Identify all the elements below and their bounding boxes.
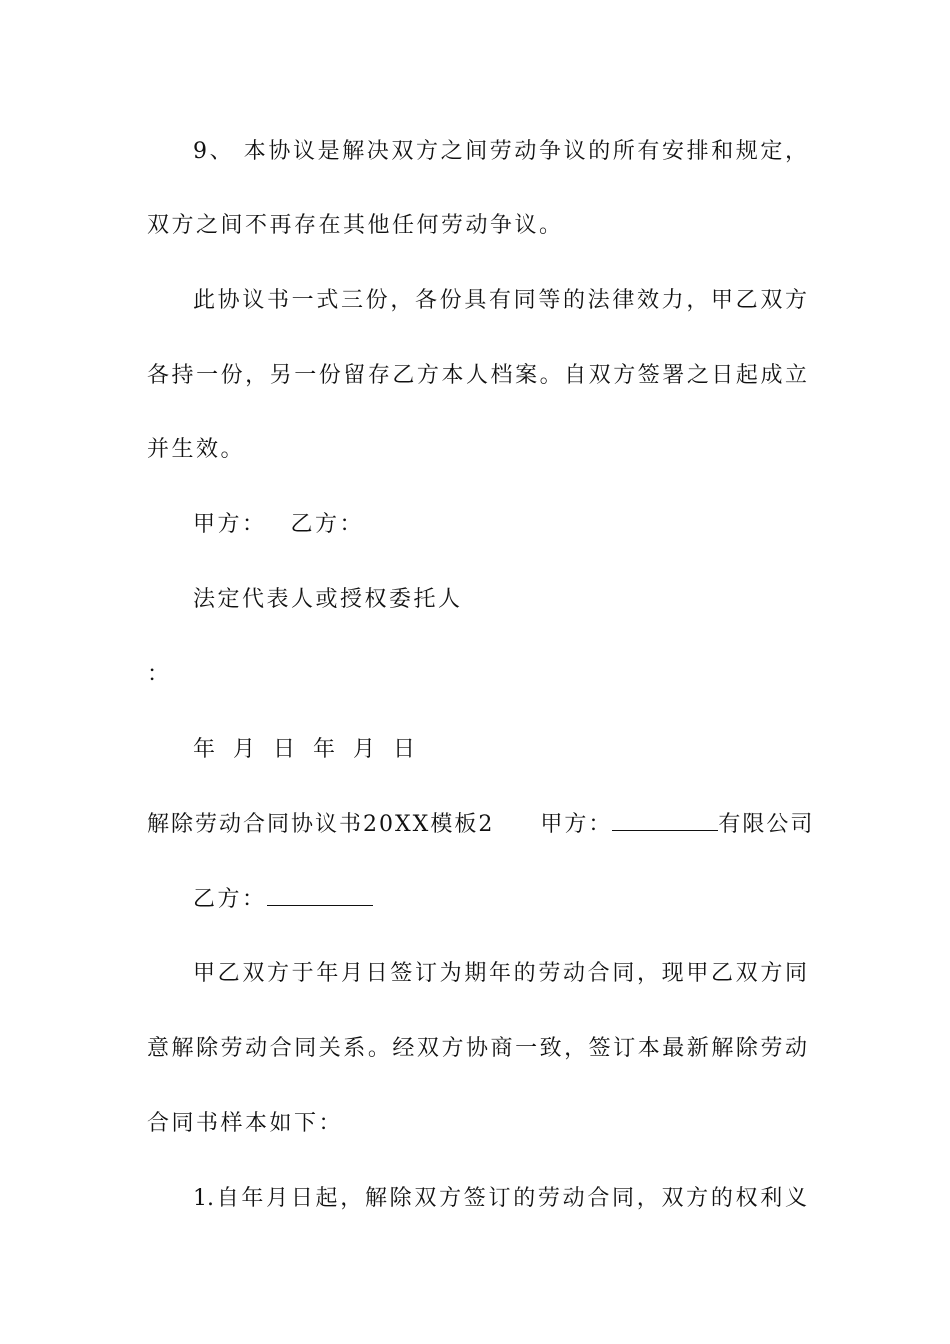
- template2-header: [147, 810, 815, 840]
- body-line3: 合同书样本如下：: [147, 1111, 344, 1136]
- party-b-label: 乙方：: [290, 512, 365, 537]
- template2-party-b-label: 乙方：: [193, 887, 267, 912]
- representative-label: 法定代表人或授权委托人: [193, 587, 463, 612]
- signature-parties: [193, 510, 807, 540]
- body-line2: 意解除劳动合同关系。经双方协商一致，签订本最新解除劳动: [147, 1036, 807, 1061]
- party-a-blank: [612, 829, 718, 831]
- representative-colon: ：: [147, 662, 172, 687]
- clause1-line1: 1.自年月日起，解除双方签订的劳动合同，双方的权利义: [193, 1186, 807, 1211]
- item9-line2: 双方之间不再存在其他任何劳动争议。: [147, 213, 564, 238]
- party-a-label: 甲方：: [193, 512, 267, 537]
- template2-party-a-label: 甲方：: [540, 812, 613, 837]
- copies-line1: 此协议书一式三份，各份具有同等的法律效力，甲乙双方: [193, 288, 807, 313]
- template2-party-a-suffix: 有限公司: [718, 812, 815, 837]
- body-line1: 甲乙双方于年月日签订为期年的劳动合同，现甲乙双方同: [193, 961, 807, 986]
- copies-line3: 并生效。: [147, 437, 246, 462]
- signature-dates: 年 月 日 年 月 日: [193, 737, 418, 762]
- template2-party-b: [193, 885, 807, 915]
- template2-title: 解除劳动合同协议书20XX模板2: [147, 812, 495, 837]
- copies-line2: 各持一份，另一份留存乙方本人档案。自双方签署之日起成立: [147, 363, 807, 388]
- party-b-blank: [267, 904, 373, 906]
- item9-line1: 9、 本协议是解决双方之间劳动争议的所有安排和规定，: [193, 139, 807, 164]
